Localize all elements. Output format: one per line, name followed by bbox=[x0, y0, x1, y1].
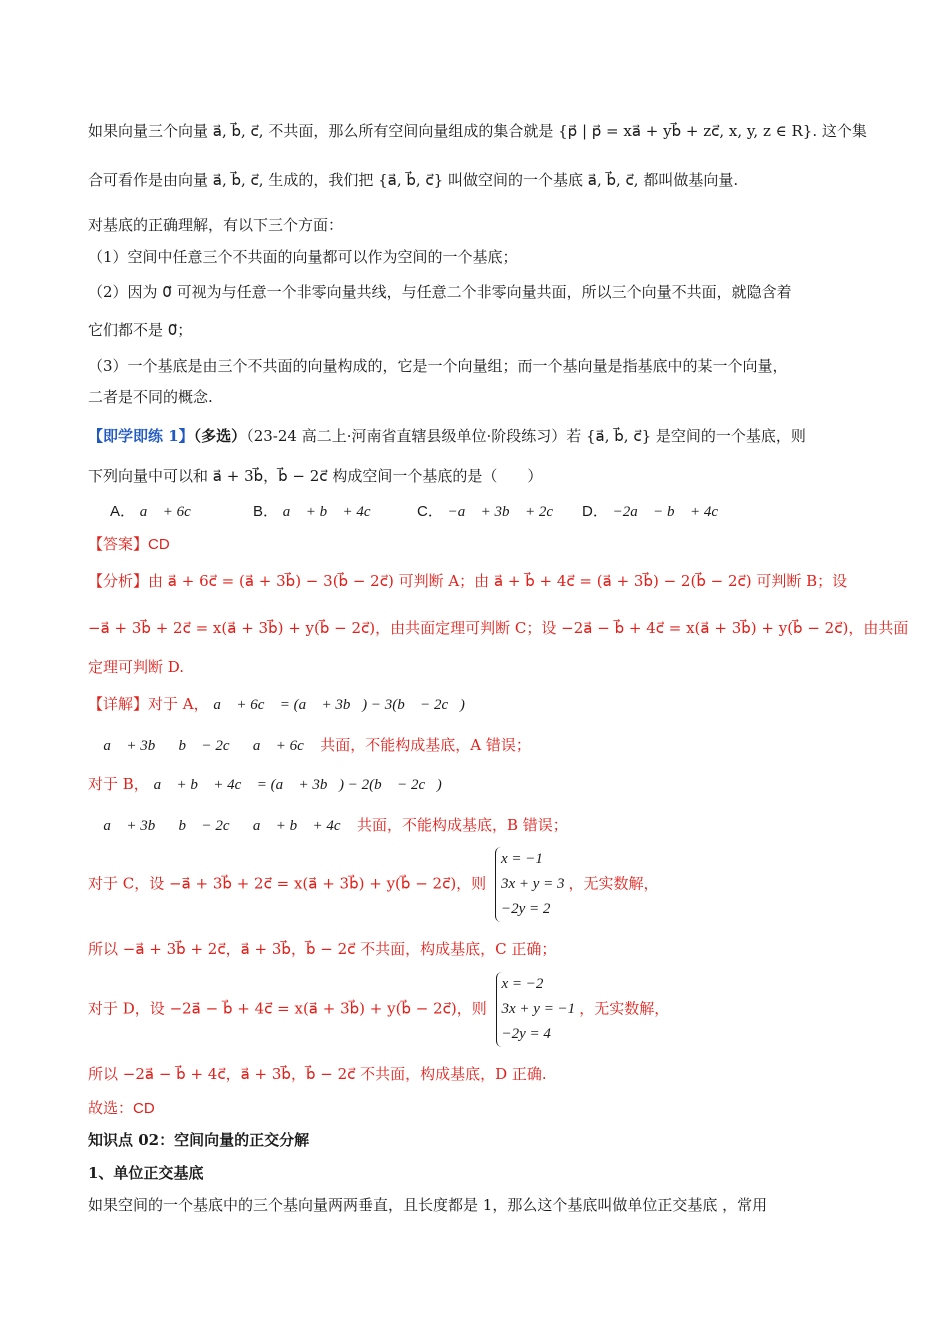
detail-b-line-2 bbox=[88, 813, 880, 838]
option-a-expr: a⃗ + 6c⃗ bbox=[139, 504, 203, 520]
detail-tag: 【详解】 bbox=[88, 695, 149, 713]
answer-tag: 【答案】 bbox=[88, 535, 149, 553]
exercise-stem-line-1 bbox=[88, 424, 880, 448]
detail-c-eq-1: x = −1 bbox=[500, 851, 543, 867]
detail-c-eq-2: 3x + y = 3 bbox=[500, 876, 565, 892]
orthonormal-basis-paragraph: 如果空间的一个基底中的三个基向量两两垂直，且长度都是 1，那么这个基底叫做单位正交基底 ，常用 bbox=[88, 1196, 768, 1214]
understanding-point-1: （1）空间中任意三个不共面的向量都可以作为空间的一个基底； bbox=[88, 248, 518, 266]
option-b bbox=[253, 499, 382, 524]
detail-d-line-1 bbox=[88, 972, 880, 1047]
exercise-type: （多选） bbox=[193, 427, 247, 445]
detail-b-conclusion: 共面，不能构成基底，B 错误； bbox=[357, 816, 568, 834]
option-a-label: A． bbox=[110, 503, 136, 520]
detail-d-eq-1: x = −2 bbox=[501, 976, 544, 992]
option-d-expr: −2a⃗ − b⃗ + 4c⃗ bbox=[612, 504, 730, 520]
choose-text: 故选： bbox=[88, 1099, 134, 1117]
detail-d-system bbox=[496, 972, 576, 1047]
detail-a-identity: a⃗ + 6c⃗ = (a⃗ + 3b⃗) − 3(b⃗ − 2c⃗)， bbox=[213, 697, 477, 713]
answer-value: CD bbox=[148, 536, 170, 553]
option-b-expr: a⃗ + b⃗ + 4c⃗ bbox=[282, 504, 383, 520]
detail-d-line-2: 所以 −2a⃗ − b⃗ + 4c⃗，a⃗ + 3b⃗，b⃗ − 2c⃗ 不共面，构成基底，D 正确. bbox=[88, 1065, 547, 1083]
option-b-label: B． bbox=[253, 503, 279, 520]
detail-d-eq-3: −2y = 4 bbox=[501, 1026, 551, 1042]
answer-line bbox=[88, 532, 880, 557]
detail-b-identity: a⃗ + b⃗ + 4c⃗ = (a⃗ + 3b⃗) − 2(b⃗ − 2c⃗)， bbox=[153, 777, 454, 793]
option-c bbox=[417, 499, 565, 524]
detail-c-eq-3: −2y = 2 bbox=[500, 901, 551, 917]
detail-a-line-1 bbox=[88, 692, 880, 717]
analysis-tag: 【分析】 bbox=[88, 572, 149, 590]
exercise-source: （23-24 高二上·河南省直辖县级单位·阶段练习） bbox=[246, 427, 567, 445]
option-c-expr: −a⃗ + 3b⃗ + 2c⃗ bbox=[447, 504, 565, 520]
analysis-line-3: 定理可判断 D. bbox=[88, 658, 185, 676]
option-d-label: D． bbox=[582, 503, 608, 520]
detail-d-eq-2: 3x + y = −1 bbox=[501, 1001, 576, 1017]
detail-c-line-1 bbox=[88, 847, 880, 922]
option-a bbox=[110, 499, 202, 524]
detail-d-setup: 对于 D，设 −2a⃗ − b⃗ + 4c⃗ = x(a⃗ + 3b⃗) + y(b⃗ − 2c⃗)，则 bbox=[88, 999, 487, 1018]
detail-a-intro: 对于 A， bbox=[148, 695, 209, 713]
analysis-text-1: 由 a⃗ + 6c⃗ = (a⃗ + 3b⃗) − 3(b⃗ − 2c⃗) 可判断 A；由 a⃗ + b⃗ + 4c⃗ = (a⃗ + 3b⃗) − 2(b⃗ − 2c⃗) 可判断 B；设 bbox=[148, 572, 848, 590]
detail-b-vectors: ∴ a⃗ + 3b⃗，b⃗ − 2c⃗，a⃗ + b⃗ + 4c⃗ bbox=[88, 818, 353, 834]
analysis-line-2: −a⃗ + 3b⃗ + 2c⃗ = x(a⃗ + 3b⃗) + y(b⃗ − 2c⃗)，由共面定理可判断 C；设 −2a⃗ − b⃗ + 4c⃗ = x(a⃗ + 3b⃗) + y(b⃗ − 2c⃗)，由共面 bbox=[88, 619, 909, 637]
detail-a-vectors: ∴ a⃗ + 3b⃗，b⃗ − 2c⃗，a⃗ + 6c⃗ bbox=[88, 738, 316, 754]
detail-b-line-1 bbox=[88, 772, 880, 797]
detail-c-setup: 对于 C，设 −a⃗ + 3b⃗ + 2c⃗ = x(a⃗ + 3b⃗) + y(b⃗ − 2c⃗)，则 bbox=[88, 874, 487, 893]
detail-b-intro: 对于 B， bbox=[88, 775, 149, 793]
detail-c-result: ，无实数解， bbox=[568, 874, 659, 893]
choose-line bbox=[88, 1096, 880, 1121]
exercise-stem-start: 若 {a⃗, b⃗, c⃗} 是空间的一个基底，则 bbox=[566, 427, 806, 445]
understanding-point-2-line-2: 它们都不是 0⃗； bbox=[88, 321, 193, 339]
option-c-label: C． bbox=[417, 503, 443, 520]
basis-definition-line-2: 合可看作是由向量 a⃗, b⃗, c⃗, 生成的，我们把 {a⃗, b⃗, c⃗} 叫做空间的一个基底 a⃗, b⃗, c⃗, 都叫做基向量. bbox=[88, 171, 739, 189]
detail-d-result: ，无实数解， bbox=[579, 999, 670, 1018]
understanding-point-3-line-2: 二者是不同的概念. bbox=[88, 388, 213, 406]
option-d bbox=[582, 499, 730, 524]
detail-c-line-2: 所以 −a⃗ + 3b⃗ + 2c⃗，a⃗ + 3b⃗，b⃗ − 2c⃗ 不共面，构成基底，C 正确； bbox=[88, 940, 557, 958]
detail-a-line-2 bbox=[88, 733, 880, 758]
understanding-intro: 对基底的正确理解，有以下三个方面： bbox=[88, 216, 344, 234]
knowledge-point-title: 知识点 02：空间向量的正交分解 bbox=[88, 1131, 310, 1149]
section-title: 1、单位正交基底 bbox=[88, 1164, 204, 1182]
understanding-point-3-line-1: （3）一个基底是由三个不共面的向量构成的，它是一个向量组；而一个基向量是指基底中的某一个向量， bbox=[88, 357, 788, 375]
exercise-tag: 【即学即练 1】 bbox=[88, 427, 194, 445]
choose-value: CD bbox=[133, 1100, 155, 1117]
basis-definition-line-1: 如果向量三个向量 a⃗, b⃗, c⃗, 不共面，那么所有空间向量组成的集合就是 {p⃗ | p⃗ = xa⃗ + yb⃗ + zc⃗, x, y, z ∈ R}. 这个集 bbox=[88, 122, 867, 140]
understanding-point-2-line-1: （2）因为 0⃗ 可视为与任意一个非零向量共线，与任意二个非零向量共面，所以三个向量不共面，就隐含着 bbox=[88, 283, 792, 301]
detail-c-system bbox=[495, 847, 565, 922]
analysis-line-1 bbox=[88, 569, 880, 593]
exercise-stem-line-2: 下列向量中可以和 a⃗ + 3b⃗，b⃗ − 2c⃗ 构成空间一个基底的是（ ） bbox=[88, 467, 543, 485]
detail-a-conclusion: 共面，不能构成基底，A 错误； bbox=[320, 736, 531, 754]
